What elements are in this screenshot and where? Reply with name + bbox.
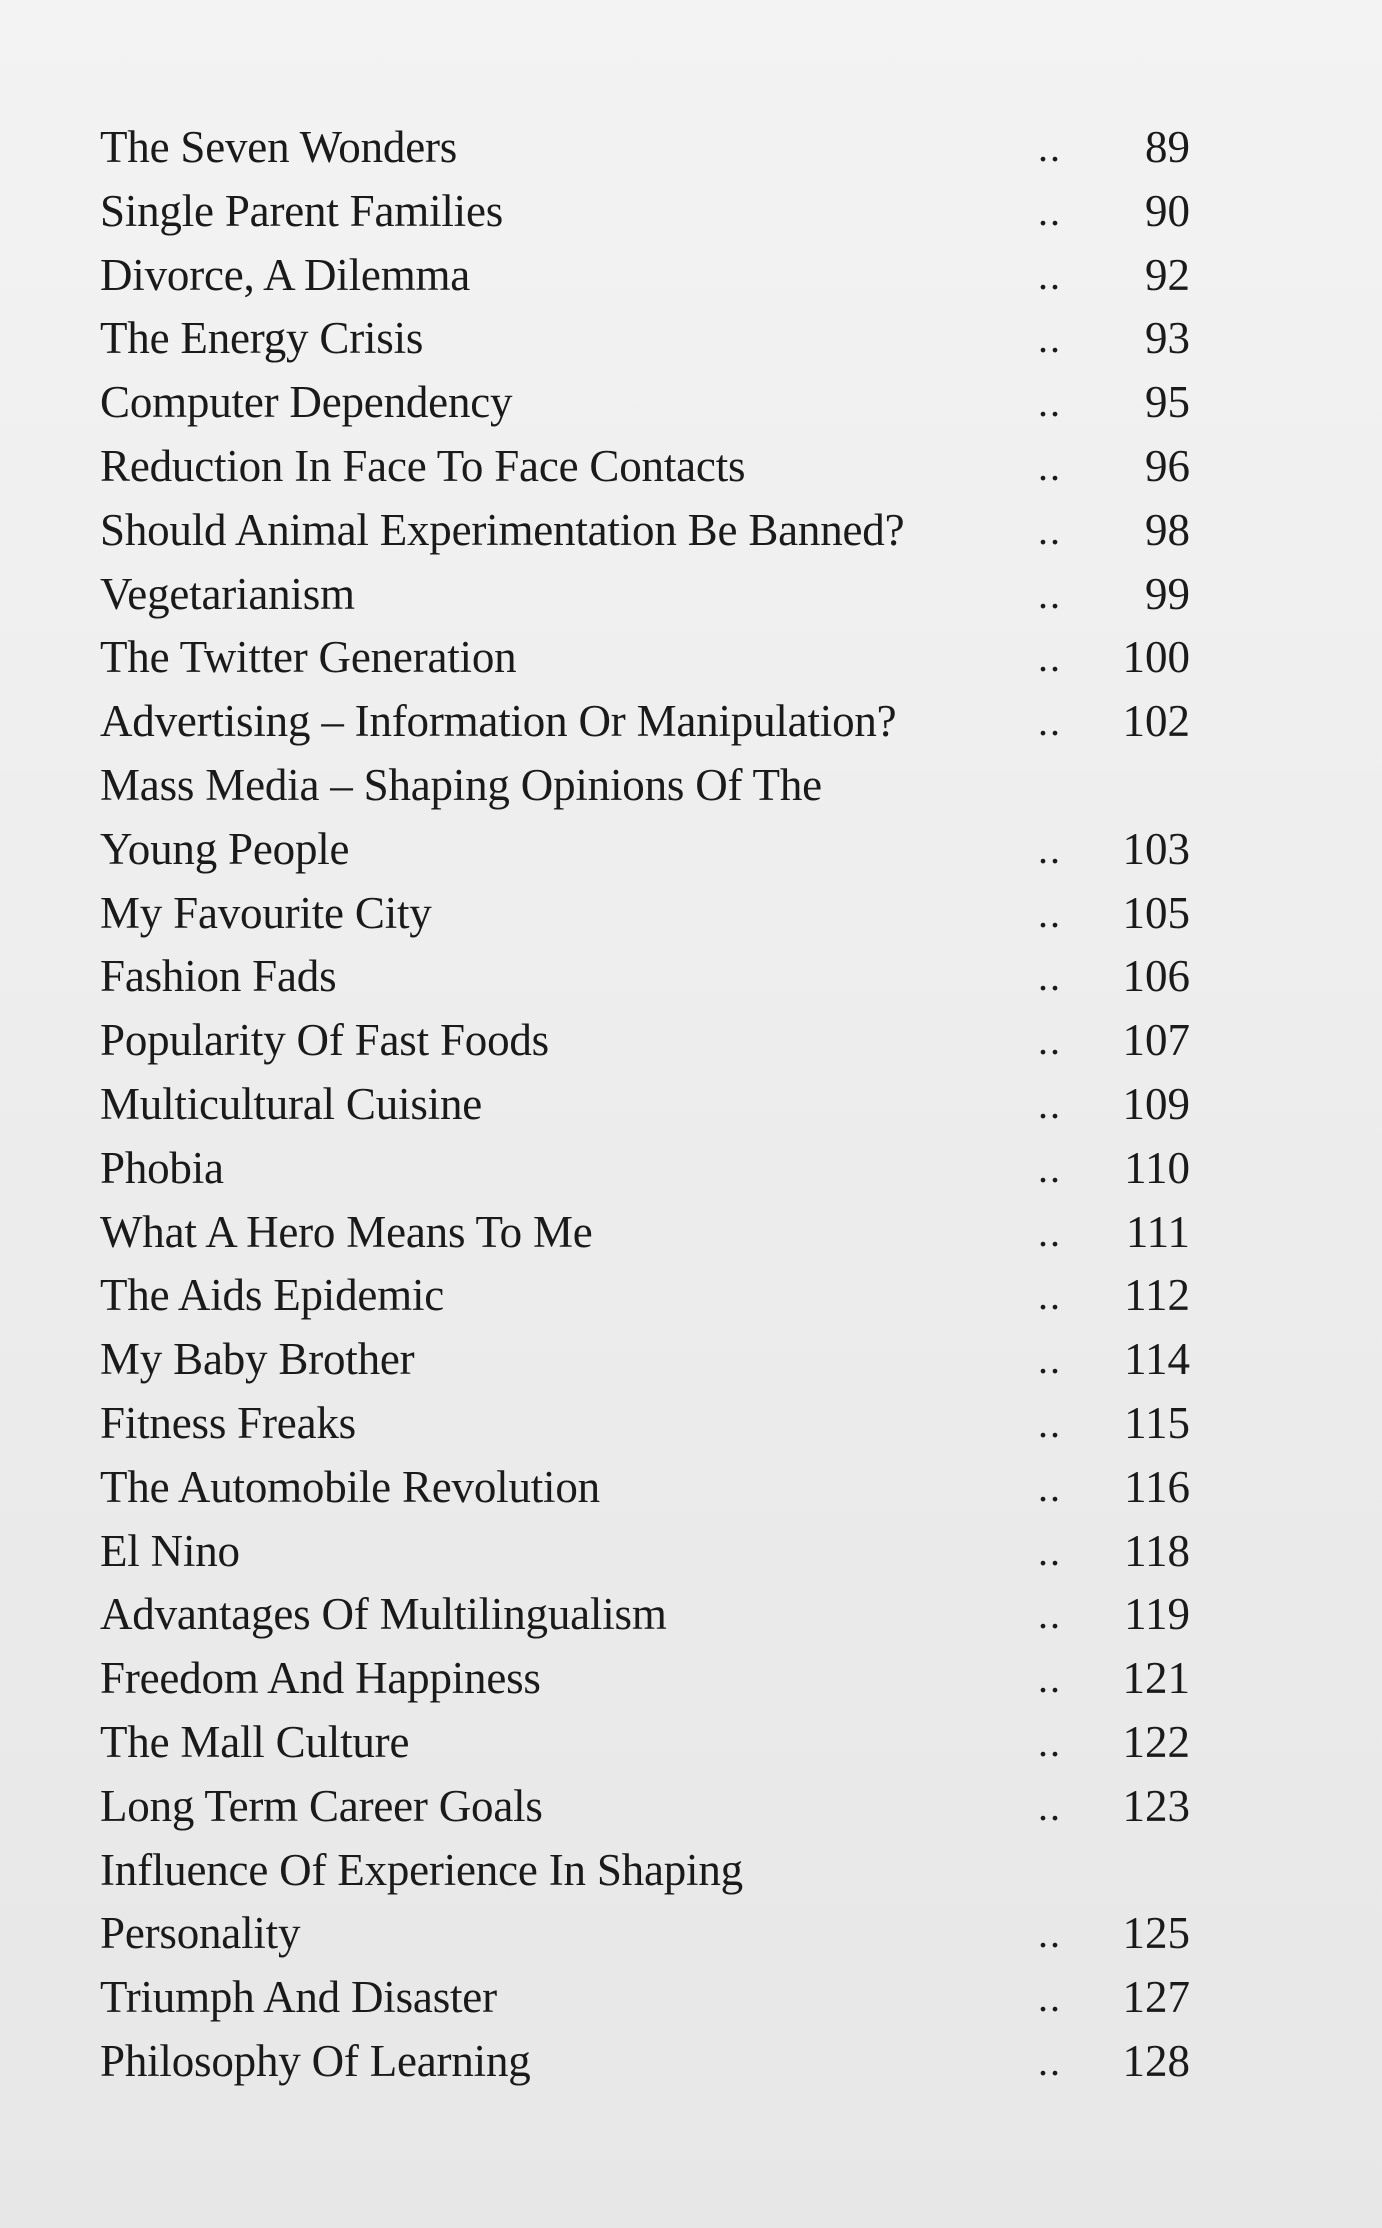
toc-entry-title-line: Influence Of Experience In Shaping <box>100 1844 743 1895</box>
toc-entry-leader: .. <box>1038 954 1062 1000</box>
toc-entry <box>100 2030 1220 2094</box>
toc-entry-title-line: Advertising – Information Or Manipulation? <box>100 696 897 747</box>
toc-entry-page-number: 112 <box>1124 1270 1190 1321</box>
toc-entry-leader: .. <box>1038 1975 1062 2021</box>
toc-entry-title-line: Single Parent Families <box>100 185 504 236</box>
toc-entry-title-line: Freedom And Happiness <box>100 1653 541 1704</box>
toc-entry-title <box>100 180 1020 244</box>
toc-entry-leader: .. <box>1038 125 1062 170</box>
toc-entry-title-line: Advantages Of Multilingualism <box>100 1589 667 1640</box>
toc-entry-leader: .. <box>1038 252 1062 298</box>
toc-entry-leader: .. <box>1038 1273 1062 1319</box>
toc-entry-title-line: Fashion Fads <box>100 951 337 1002</box>
toc-entry <box>100 945 1220 1009</box>
toc-entry <box>100 1009 1220 1073</box>
toc-entry-title-line: The Seven Wonders <box>100 122 458 172</box>
toc-entry-page-number: 103 <box>1122 823 1190 874</box>
toc-entry <box>100 882 1220 946</box>
toc-entry <box>100 1583 1220 1647</box>
toc-entry-page-number: 107 <box>1122 1015 1190 1066</box>
toc-entry-title <box>100 1073 1020 1137</box>
toc-entry <box>100 180 1220 244</box>
toc-entry-title <box>100 1201 1020 1265</box>
toc-entry-title-line: Computer Dependency <box>100 377 513 428</box>
toc-entry-leader: .. <box>1038 826 1062 872</box>
toc-entry-title <box>100 371 1020 435</box>
toc-entry-title <box>100 116 1020 180</box>
toc-entry-title <box>100 1647 1020 1711</box>
toc-entry-title <box>100 626 1020 690</box>
toc-entry-page-number: 96 <box>1145 440 1190 491</box>
toc-entry-title <box>100 307 1020 371</box>
toc-entry-page-number: 128 <box>1122 2035 1190 2086</box>
toc-entry-leader: .. <box>1038 443 1062 489</box>
toc-entry-leader: .. <box>1038 1145 1062 1191</box>
toc-entry-page-number: 110 <box>1124 1142 1190 1193</box>
toc-entry-leader: .. <box>1038 316 1062 362</box>
toc-entry <box>100 1520 1220 1584</box>
toc-entry <box>100 754 1220 882</box>
toc-entry-page-number: 98 <box>1145 504 1190 555</box>
toc-entry-page-number: 106 <box>1122 951 1190 1002</box>
toc-entry-page-number: 89 <box>1145 122 1190 172</box>
toc-entry-title <box>100 754 1020 882</box>
toc-entry-title <box>100 1009 1020 1073</box>
toc-entry-title-line: Mass Media – Shaping Opinions Of The <box>100 759 822 810</box>
toc-entry-leader: .. <box>1038 1656 1062 1702</box>
toc-entry-title <box>100 2030 1020 2094</box>
toc-entry-title-line: My Favourite City <box>100 887 432 938</box>
toc-entry-title <box>100 1775 1020 1839</box>
toc-entry <box>100 116 1220 180</box>
toc-entry-leader: .. <box>1038 1592 1062 1638</box>
toc-entry-page-number: 102 <box>1122 696 1190 747</box>
toc-entry-title-line: Reduction In Face To Face Contacts <box>100 440 746 491</box>
toc-entry-title <box>100 1711 1020 1775</box>
toc-entry-title <box>100 690 1020 754</box>
toc-entry-title <box>100 1520 1020 1584</box>
toc-entry-page-number: 118 <box>1124 1525 1190 1576</box>
toc-entry-title <box>100 1264 1020 1328</box>
toc-entry-title <box>100 435 1020 499</box>
toc-entry <box>100 307 1220 371</box>
toc-entry-title-line: What A Hero Means To Me <box>100 1206 593 1257</box>
toc-entry <box>100 1711 1220 1775</box>
toc-entry-leader: .. <box>1038 699 1062 745</box>
toc-entry-title <box>100 882 1020 946</box>
toc-entry <box>100 1137 1220 1201</box>
toc-entry-title-line: The Energy Crisis <box>100 313 424 364</box>
toc-entry-title-line: Multicultural Cuisine <box>100 1078 483 1129</box>
toc-entry-page-number: 115 <box>1124 1397 1190 1448</box>
toc-entry-page-number: 114 <box>1124 1334 1190 1385</box>
toc-entry <box>100 1839 1220 1967</box>
toc-entry-leader: .. <box>1038 507 1062 553</box>
toc-entry-title-line: The Twitter Generation <box>100 632 517 683</box>
toc-entry-title <box>100 1328 1020 1392</box>
toc-entry <box>100 1775 1220 1839</box>
toc-entry-leader: .. <box>1038 571 1062 617</box>
toc-entry <box>100 244 1220 308</box>
toc-entry <box>100 499 1220 563</box>
toc-entry <box>100 1392 1220 1456</box>
toc-entry-title-line: Philosophy Of Learning <box>100 2035 531 2086</box>
toc-entry <box>100 1456 1220 1520</box>
toc-entry <box>100 1201 1220 1265</box>
toc-entry-title <box>100 1966 1020 2030</box>
toc-entry-title <box>100 563 1020 627</box>
toc-entry-leader: .. <box>1038 2038 1062 2084</box>
toc-entry-title <box>100 1137 1020 1201</box>
toc-entry <box>100 563 1220 627</box>
toc-entry-title-line: Personality <box>100 1908 301 1959</box>
toc-entry-page-number: 125 <box>1122 1908 1190 1959</box>
toc-entry-leader: .. <box>1038 1209 1062 1255</box>
toc-entry-leader: .. <box>1038 1464 1062 1510</box>
toc-entry-title-line: Triumph And Disaster <box>100 1972 497 2023</box>
toc-entry-page-number: 99 <box>1145 568 1190 619</box>
toc-entry-title <box>100 244 1020 308</box>
toc-entry-leader: .. <box>1038 1337 1062 1383</box>
toc-entry-title-line: Phobia <box>100 1142 224 1193</box>
toc-entry-page-number: 93 <box>1145 313 1190 364</box>
toc-entry-leader: .. <box>1038 1528 1062 1574</box>
toc-entry-title <box>100 1583 1020 1647</box>
toc-entry-page-number: 109 <box>1122 1078 1190 1129</box>
toc-entry-title-line: The Aids Epidemic <box>100 1270 445 1321</box>
toc-entry <box>100 435 1220 499</box>
toc-entry <box>100 371 1220 435</box>
toc-entry <box>100 626 1220 690</box>
toc-entry-page-number: 90 <box>1145 185 1190 236</box>
toc-entry-leader: .. <box>1038 1081 1062 1127</box>
toc-entry-leader: .. <box>1038 1783 1062 1829</box>
toc-entry-title <box>100 1839 1020 1967</box>
toc-entry-title <box>100 499 1020 563</box>
toc-entry-page-number: 122 <box>1122 1716 1190 1767</box>
toc-entry-page-number: 111 <box>1125 1206 1190 1257</box>
toc-entry-title-line: Divorce, A Dilemma <box>100 249 471 300</box>
toc-entry-title <box>100 1392 1020 1456</box>
toc-entry-page-number: 100 <box>1122 632 1190 683</box>
toc-entry-page-number: 119 <box>1124 1589 1190 1640</box>
toc-entry-title <box>100 1456 1020 1520</box>
toc-entry-title-line: Should Animal Experimentation Be Banned? <box>100 504 905 555</box>
toc-entry <box>100 1073 1220 1137</box>
toc-entry-page-number: 116 <box>1124 1461 1190 1512</box>
toc-entry-leader: .. <box>1038 1400 1062 1446</box>
toc-entry-leader: .. <box>1038 1018 1062 1064</box>
toc-entry-page-number: 95 <box>1145 377 1190 428</box>
toc-entry-leader: .. <box>1038 380 1062 426</box>
toc-entry <box>100 1966 1220 2030</box>
toc-entry-title-line: Popularity Of Fast Foods <box>100 1015 549 1066</box>
toc-entry-page-number: 92 <box>1145 249 1190 300</box>
toc-entry-title <box>100 945 1020 1009</box>
toc-entry-title-line: Long Term Career Goals <box>100 1780 543 1831</box>
toc-entry <box>100 1647 1220 1711</box>
toc-entry-page-number: 123 <box>1122 1780 1190 1831</box>
toc-entry-page-number: 127 <box>1122 1972 1190 2023</box>
toc-entry <box>100 690 1220 754</box>
toc-entry-page-number: 105 <box>1122 887 1190 938</box>
toc-entry-leader: .. <box>1038 1911 1062 1957</box>
toc-entry <box>100 1264 1220 1328</box>
toc-entry-page-number: 121 <box>1122 1653 1190 1704</box>
toc-entry-title-line: El Nino <box>100 1525 240 1576</box>
toc-entry-title-line: The Automobile Revolution <box>100 1461 600 1512</box>
toc-entry-title-line: Fitness Freaks <box>100 1397 356 1448</box>
toc-entry-leader: .. <box>1038 1719 1062 1765</box>
toc-entry-leader: .. <box>1038 890 1062 936</box>
table-of-contents <box>100 116 1220 2094</box>
toc-entry-title-line: My Baby Brother <box>100 1334 415 1385</box>
toc-entry-leader: .. <box>1038 188 1062 234</box>
toc-entry-title-line: Vegetarianism <box>100 568 355 619</box>
toc-entry <box>100 1328 1220 1392</box>
toc-entry-title-line: Young People <box>100 823 350 874</box>
toc-entry-title-line: The Mall Culture <box>100 1716 410 1767</box>
toc-entry-leader: .. <box>1038 635 1062 681</box>
